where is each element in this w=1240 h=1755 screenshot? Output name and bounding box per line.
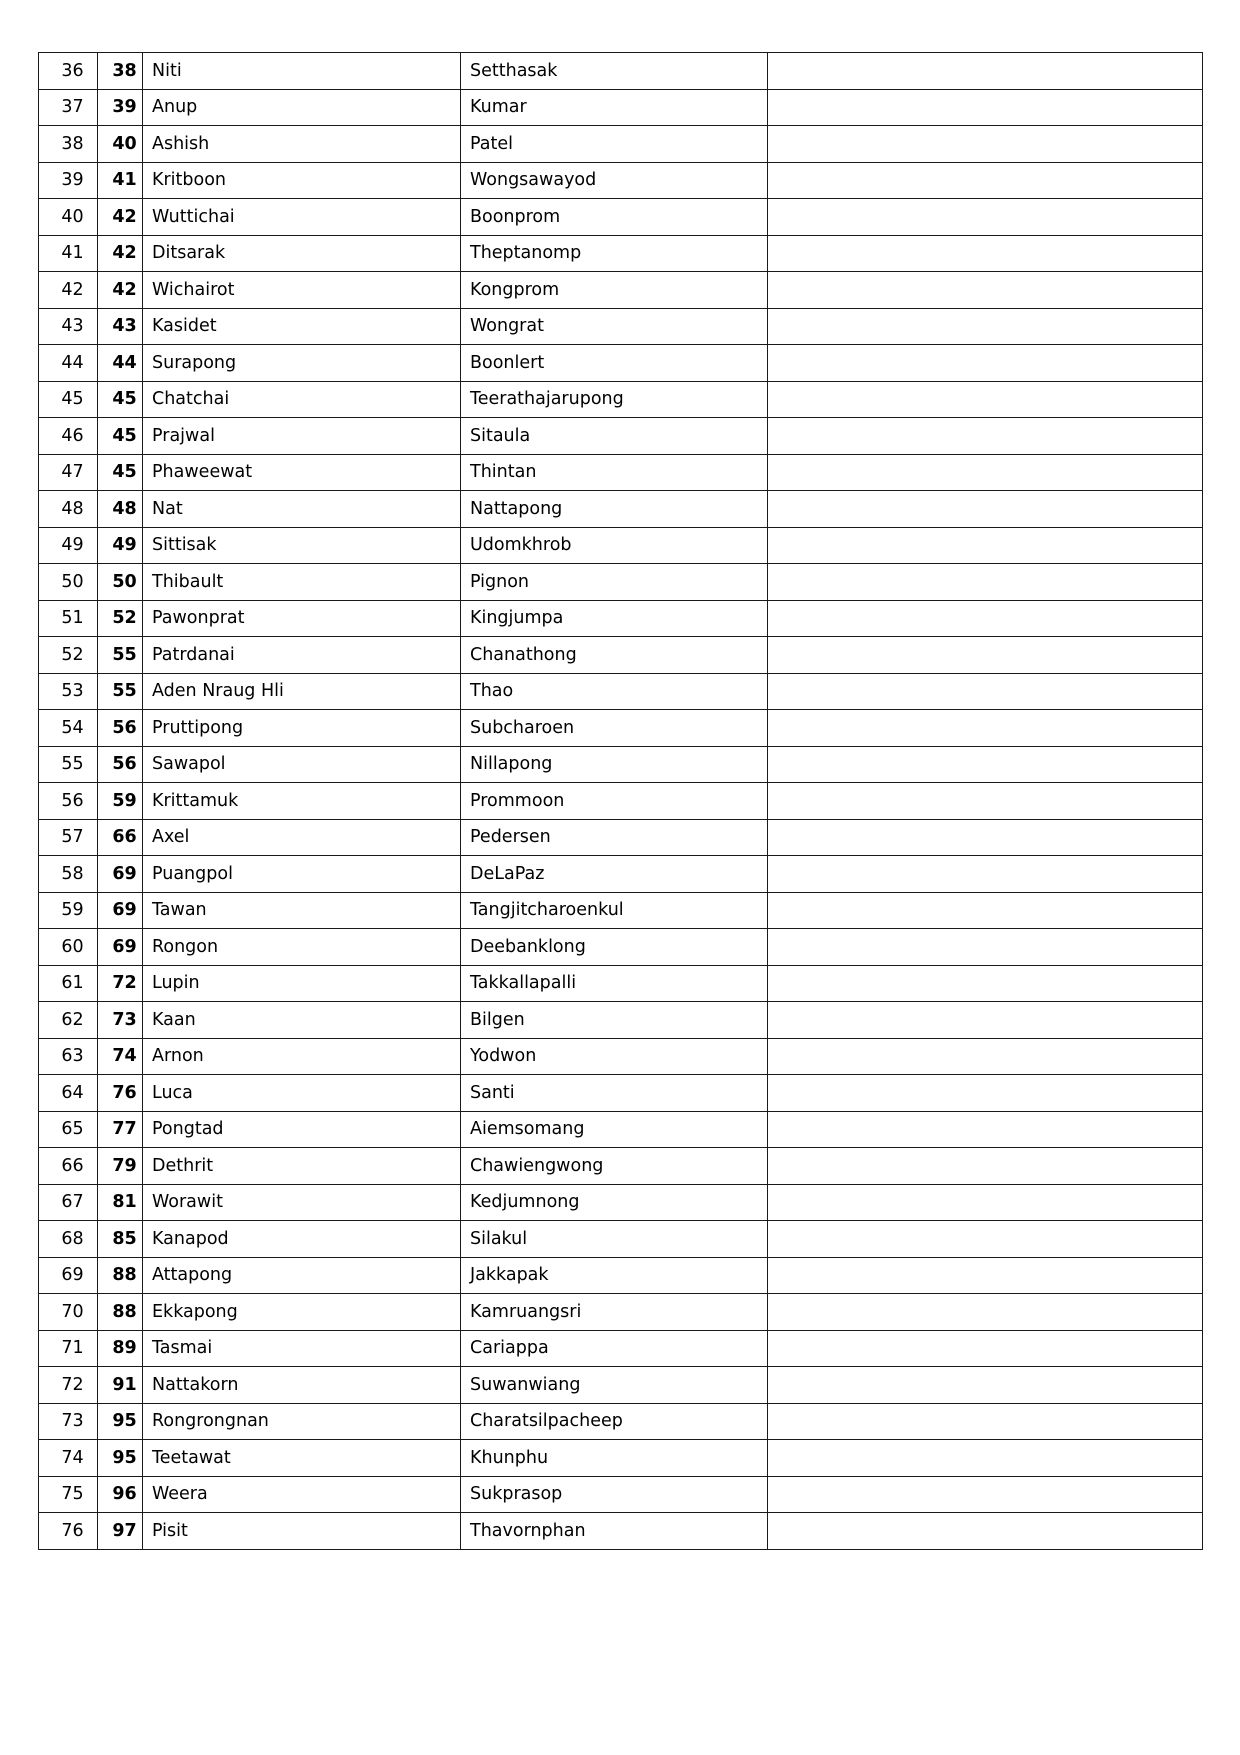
cell-last-name: Subcharoen [461,710,768,747]
cell-index: 60 [39,929,98,966]
cell-score: 91 [98,1367,143,1404]
cell-last-name: Silakul [461,1221,768,1258]
table-row [39,199,1203,236]
cell-last-name: Udomkhrob [461,527,768,564]
roster-table [38,52,1203,1550]
cell-index: 44 [39,345,98,382]
table-row [39,1075,1203,1112]
cell-score: 39 [98,89,143,126]
cell-first-name: Rongon [143,929,461,966]
cell-score: 89 [98,1330,143,1367]
cell-blank [768,162,1203,199]
cell-score: 72 [98,965,143,1002]
cell-index: 45 [39,381,98,418]
table-row [39,746,1203,783]
cell-blank [768,600,1203,637]
cell-index: 70 [39,1294,98,1331]
cell-last-name: Chanathong [461,637,768,674]
cell-last-name: Teerathajarupong [461,381,768,418]
cell-first-name: Nat [143,491,461,528]
cell-score: 77 [98,1111,143,1148]
cell-first-name: Patrdanai [143,637,461,674]
cell-blank [768,746,1203,783]
table-row [39,600,1203,637]
cell-index: 42 [39,272,98,309]
table-row [39,1038,1203,1075]
cell-blank [768,637,1203,674]
cell-last-name: Nattapong [461,491,768,528]
cell-blank [768,381,1203,418]
cell-first-name: Nattakorn [143,1367,461,1404]
table-row [39,272,1203,309]
cell-last-name: Bilgen [461,1002,768,1039]
table-row [39,1513,1203,1550]
cell-blank [768,1184,1203,1221]
cell-index: 61 [39,965,98,1002]
cell-blank [768,272,1203,309]
cell-first-name: Anup [143,89,461,126]
table-row [39,53,1203,90]
cell-blank [768,892,1203,929]
table-row [39,856,1203,893]
cell-index: 47 [39,454,98,491]
cell-last-name: Santi [461,1075,768,1112]
cell-first-name: Puangpol [143,856,461,893]
cell-score: 52 [98,600,143,637]
cell-first-name: Lupin [143,965,461,1002]
cell-last-name: Aiemsomang [461,1111,768,1148]
cell-first-name: Weera [143,1476,461,1513]
table-row [39,1184,1203,1221]
table-row [39,1367,1203,1404]
cell-index: 73 [39,1403,98,1440]
table-row [39,1440,1203,1477]
cell-score: 42 [98,199,143,236]
cell-last-name: Setthasak [461,53,768,90]
cell-last-name: Theptanomp [461,235,768,272]
cell-first-name: Phaweewat [143,454,461,491]
table-row [39,1111,1203,1148]
cell-blank [768,527,1203,564]
cell-score: 88 [98,1294,143,1331]
cell-blank [768,1221,1203,1258]
cell-score: 66 [98,819,143,856]
cell-blank [768,783,1203,820]
cell-index: 62 [39,1002,98,1039]
table-row [39,1330,1203,1367]
cell-index: 39 [39,162,98,199]
cell-blank [768,1330,1203,1367]
cell-index: 69 [39,1257,98,1294]
table-row [39,235,1203,272]
cell-score: 55 [98,637,143,674]
cell-blank [768,1002,1203,1039]
cell-first-name: Niti [143,53,461,90]
cell-blank [768,308,1203,345]
cell-blank [768,345,1203,382]
cell-last-name: Sitaula [461,418,768,455]
cell-first-name: Arnon [143,1038,461,1075]
cell-first-name: Pruttipong [143,710,461,747]
table-row [39,1257,1203,1294]
cell-first-name: Ashish [143,126,461,163]
table-row [39,418,1203,455]
cell-blank [768,1038,1203,1075]
roster-table-body [39,53,1203,1550]
cell-score: 41 [98,162,143,199]
cell-blank [768,1513,1203,1550]
cell-blank [768,1148,1203,1185]
cell-score: 69 [98,856,143,893]
cell-last-name: Kamruangsri [461,1294,768,1331]
cell-index: 55 [39,746,98,783]
cell-score: 79 [98,1148,143,1185]
cell-score: 59 [98,783,143,820]
cell-blank [768,564,1203,601]
cell-first-name: Pongtad [143,1111,461,1148]
table-row [39,929,1203,966]
cell-score: 81 [98,1184,143,1221]
cell-last-name: Charatsilpacheep [461,1403,768,1440]
cell-first-name: Wichairot [143,272,461,309]
cell-index: 49 [39,527,98,564]
cell-score: 45 [98,381,143,418]
cell-last-name: Sukprasop [461,1476,768,1513]
cell-blank [768,126,1203,163]
cell-first-name: Krittamuk [143,783,461,820]
cell-blank [768,1440,1203,1477]
cell-blank [768,1111,1203,1148]
cell-index: 48 [39,491,98,528]
cell-index: 57 [39,819,98,856]
table-row [39,637,1203,674]
cell-last-name: Jakkapak [461,1257,768,1294]
cell-index: 63 [39,1038,98,1075]
cell-score: 95 [98,1440,143,1477]
cell-last-name: Suwanwiang [461,1367,768,1404]
cell-last-name: Thintan [461,454,768,491]
cell-score: 76 [98,1075,143,1112]
table-row [39,345,1203,382]
cell-blank [768,53,1203,90]
cell-blank [768,819,1203,856]
cell-score: 85 [98,1221,143,1258]
table-row [39,1403,1203,1440]
cell-index: 53 [39,673,98,710]
cell-index: 72 [39,1367,98,1404]
cell-score: 43 [98,308,143,345]
cell-last-name: Khunphu [461,1440,768,1477]
table-row [39,308,1203,345]
cell-index: 54 [39,710,98,747]
cell-last-name: Pignon [461,564,768,601]
table-row [39,1002,1203,1039]
cell-score: 56 [98,710,143,747]
cell-index: 67 [39,1184,98,1221]
cell-score: 96 [98,1476,143,1513]
cell-last-name: Kumar [461,89,768,126]
cell-index: 41 [39,235,98,272]
table-row [39,381,1203,418]
cell-score: 45 [98,418,143,455]
cell-first-name: Rongrongnan [143,1403,461,1440]
table-row [39,965,1203,1002]
cell-last-name: DeLaPaz [461,856,768,893]
cell-first-name: Kritboon [143,162,461,199]
cell-last-name: Wongsawayod [461,162,768,199]
cell-score: 69 [98,892,143,929]
cell-blank [768,89,1203,126]
cell-index: 46 [39,418,98,455]
cell-blank [768,199,1203,236]
cell-last-name: Kingjumpa [461,600,768,637]
cell-last-name: Yodwon [461,1038,768,1075]
cell-index: 66 [39,1148,98,1185]
cell-index: 68 [39,1221,98,1258]
cell-blank [768,1294,1203,1331]
cell-index: 64 [39,1075,98,1112]
cell-index: 74 [39,1440,98,1477]
cell-last-name: Chawiengwong [461,1148,768,1185]
cell-score: 50 [98,564,143,601]
cell-blank [768,1075,1203,1112]
cell-index: 56 [39,783,98,820]
cell-first-name: Kanapod [143,1221,461,1258]
cell-blank [768,418,1203,455]
table-row [39,454,1203,491]
table-row [39,162,1203,199]
cell-score: 56 [98,746,143,783]
cell-last-name: Deebanklong [461,929,768,966]
cell-first-name: Wuttichai [143,199,461,236]
cell-last-name: Prommoon [461,783,768,820]
cell-first-name: Pawonprat [143,600,461,637]
cell-first-name: Surapong [143,345,461,382]
cell-first-name: Kasidet [143,308,461,345]
table-row [39,527,1203,564]
cell-score: 69 [98,929,143,966]
cell-first-name: Sittisak [143,527,461,564]
cell-index: 36 [39,53,98,90]
cell-blank [768,1367,1203,1404]
cell-score: 74 [98,1038,143,1075]
cell-last-name: Wongrat [461,308,768,345]
cell-blank [768,710,1203,747]
cell-last-name: Tangjitcharoenkul [461,892,768,929]
cell-blank [768,1257,1203,1294]
cell-score: 42 [98,235,143,272]
table-row [39,1294,1203,1331]
cell-blank [768,673,1203,710]
cell-index: 52 [39,637,98,674]
cell-first-name: Axel [143,819,461,856]
cell-last-name: Pedersen [461,819,768,856]
table-row [39,1221,1203,1258]
cell-score: 49 [98,527,143,564]
table-row [39,673,1203,710]
cell-index: 50 [39,564,98,601]
cell-score: 44 [98,345,143,382]
cell-blank [768,856,1203,893]
cell-blank [768,1403,1203,1440]
cell-score: 48 [98,491,143,528]
cell-index: 43 [39,308,98,345]
cell-last-name: Patel [461,126,768,163]
cell-first-name: Attapong [143,1257,461,1294]
cell-index: 51 [39,600,98,637]
cell-first-name: Sawapol [143,746,461,783]
cell-index: 59 [39,892,98,929]
cell-blank [768,1476,1203,1513]
table-row [39,1476,1203,1513]
cell-first-name: Prajwal [143,418,461,455]
cell-index: 38 [39,126,98,163]
cell-score: 42 [98,272,143,309]
cell-first-name: Aden Nraug Hli [143,673,461,710]
cell-score: 95 [98,1403,143,1440]
roster-table-container [38,52,1202,1550]
cell-index: 76 [39,1513,98,1550]
cell-blank [768,965,1203,1002]
table-row [39,126,1203,163]
cell-score: 88 [98,1257,143,1294]
cell-index: 37 [39,89,98,126]
cell-first-name: Tasmai [143,1330,461,1367]
cell-score: 97 [98,1513,143,1550]
cell-index: 75 [39,1476,98,1513]
cell-score: 38 [98,53,143,90]
cell-last-name: Kedjumnong [461,1184,768,1221]
cell-score: 73 [98,1002,143,1039]
cell-score: 40 [98,126,143,163]
cell-index: 40 [39,199,98,236]
cell-last-name: Cariappa [461,1330,768,1367]
cell-last-name: Nillapong [461,746,768,783]
cell-blank [768,929,1203,966]
table-row [39,564,1203,601]
cell-first-name: Dethrit [143,1148,461,1185]
cell-blank [768,491,1203,528]
cell-first-name: Chatchai [143,381,461,418]
table-row [39,1148,1203,1185]
cell-last-name: Kongprom [461,272,768,309]
cell-last-name: Takkallapalli [461,965,768,1002]
cell-first-name: Kaan [143,1002,461,1039]
table-row [39,783,1203,820]
cell-first-name: Ditsarak [143,235,461,272]
cell-last-name: Thavornphan [461,1513,768,1550]
cell-last-name: Boonlert [461,345,768,382]
cell-first-name: Ekkapong [143,1294,461,1331]
cell-first-name: Worawit [143,1184,461,1221]
cell-first-name: Luca [143,1075,461,1112]
cell-last-name: Thao [461,673,768,710]
table-row [39,491,1203,528]
cell-last-name: Boonprom [461,199,768,236]
cell-index: 58 [39,856,98,893]
table-row [39,892,1203,929]
table-row [39,89,1203,126]
cell-first-name: Tawan [143,892,461,929]
cell-blank [768,454,1203,491]
cell-score: 55 [98,673,143,710]
table-row [39,710,1203,747]
cell-first-name: Pisit [143,1513,461,1550]
cell-index: 65 [39,1111,98,1148]
table-row [39,819,1203,856]
cell-first-name: Teetawat [143,1440,461,1477]
cell-first-name: Thibault [143,564,461,601]
cell-score: 45 [98,454,143,491]
cell-index: 71 [39,1330,98,1367]
cell-blank [768,235,1203,272]
